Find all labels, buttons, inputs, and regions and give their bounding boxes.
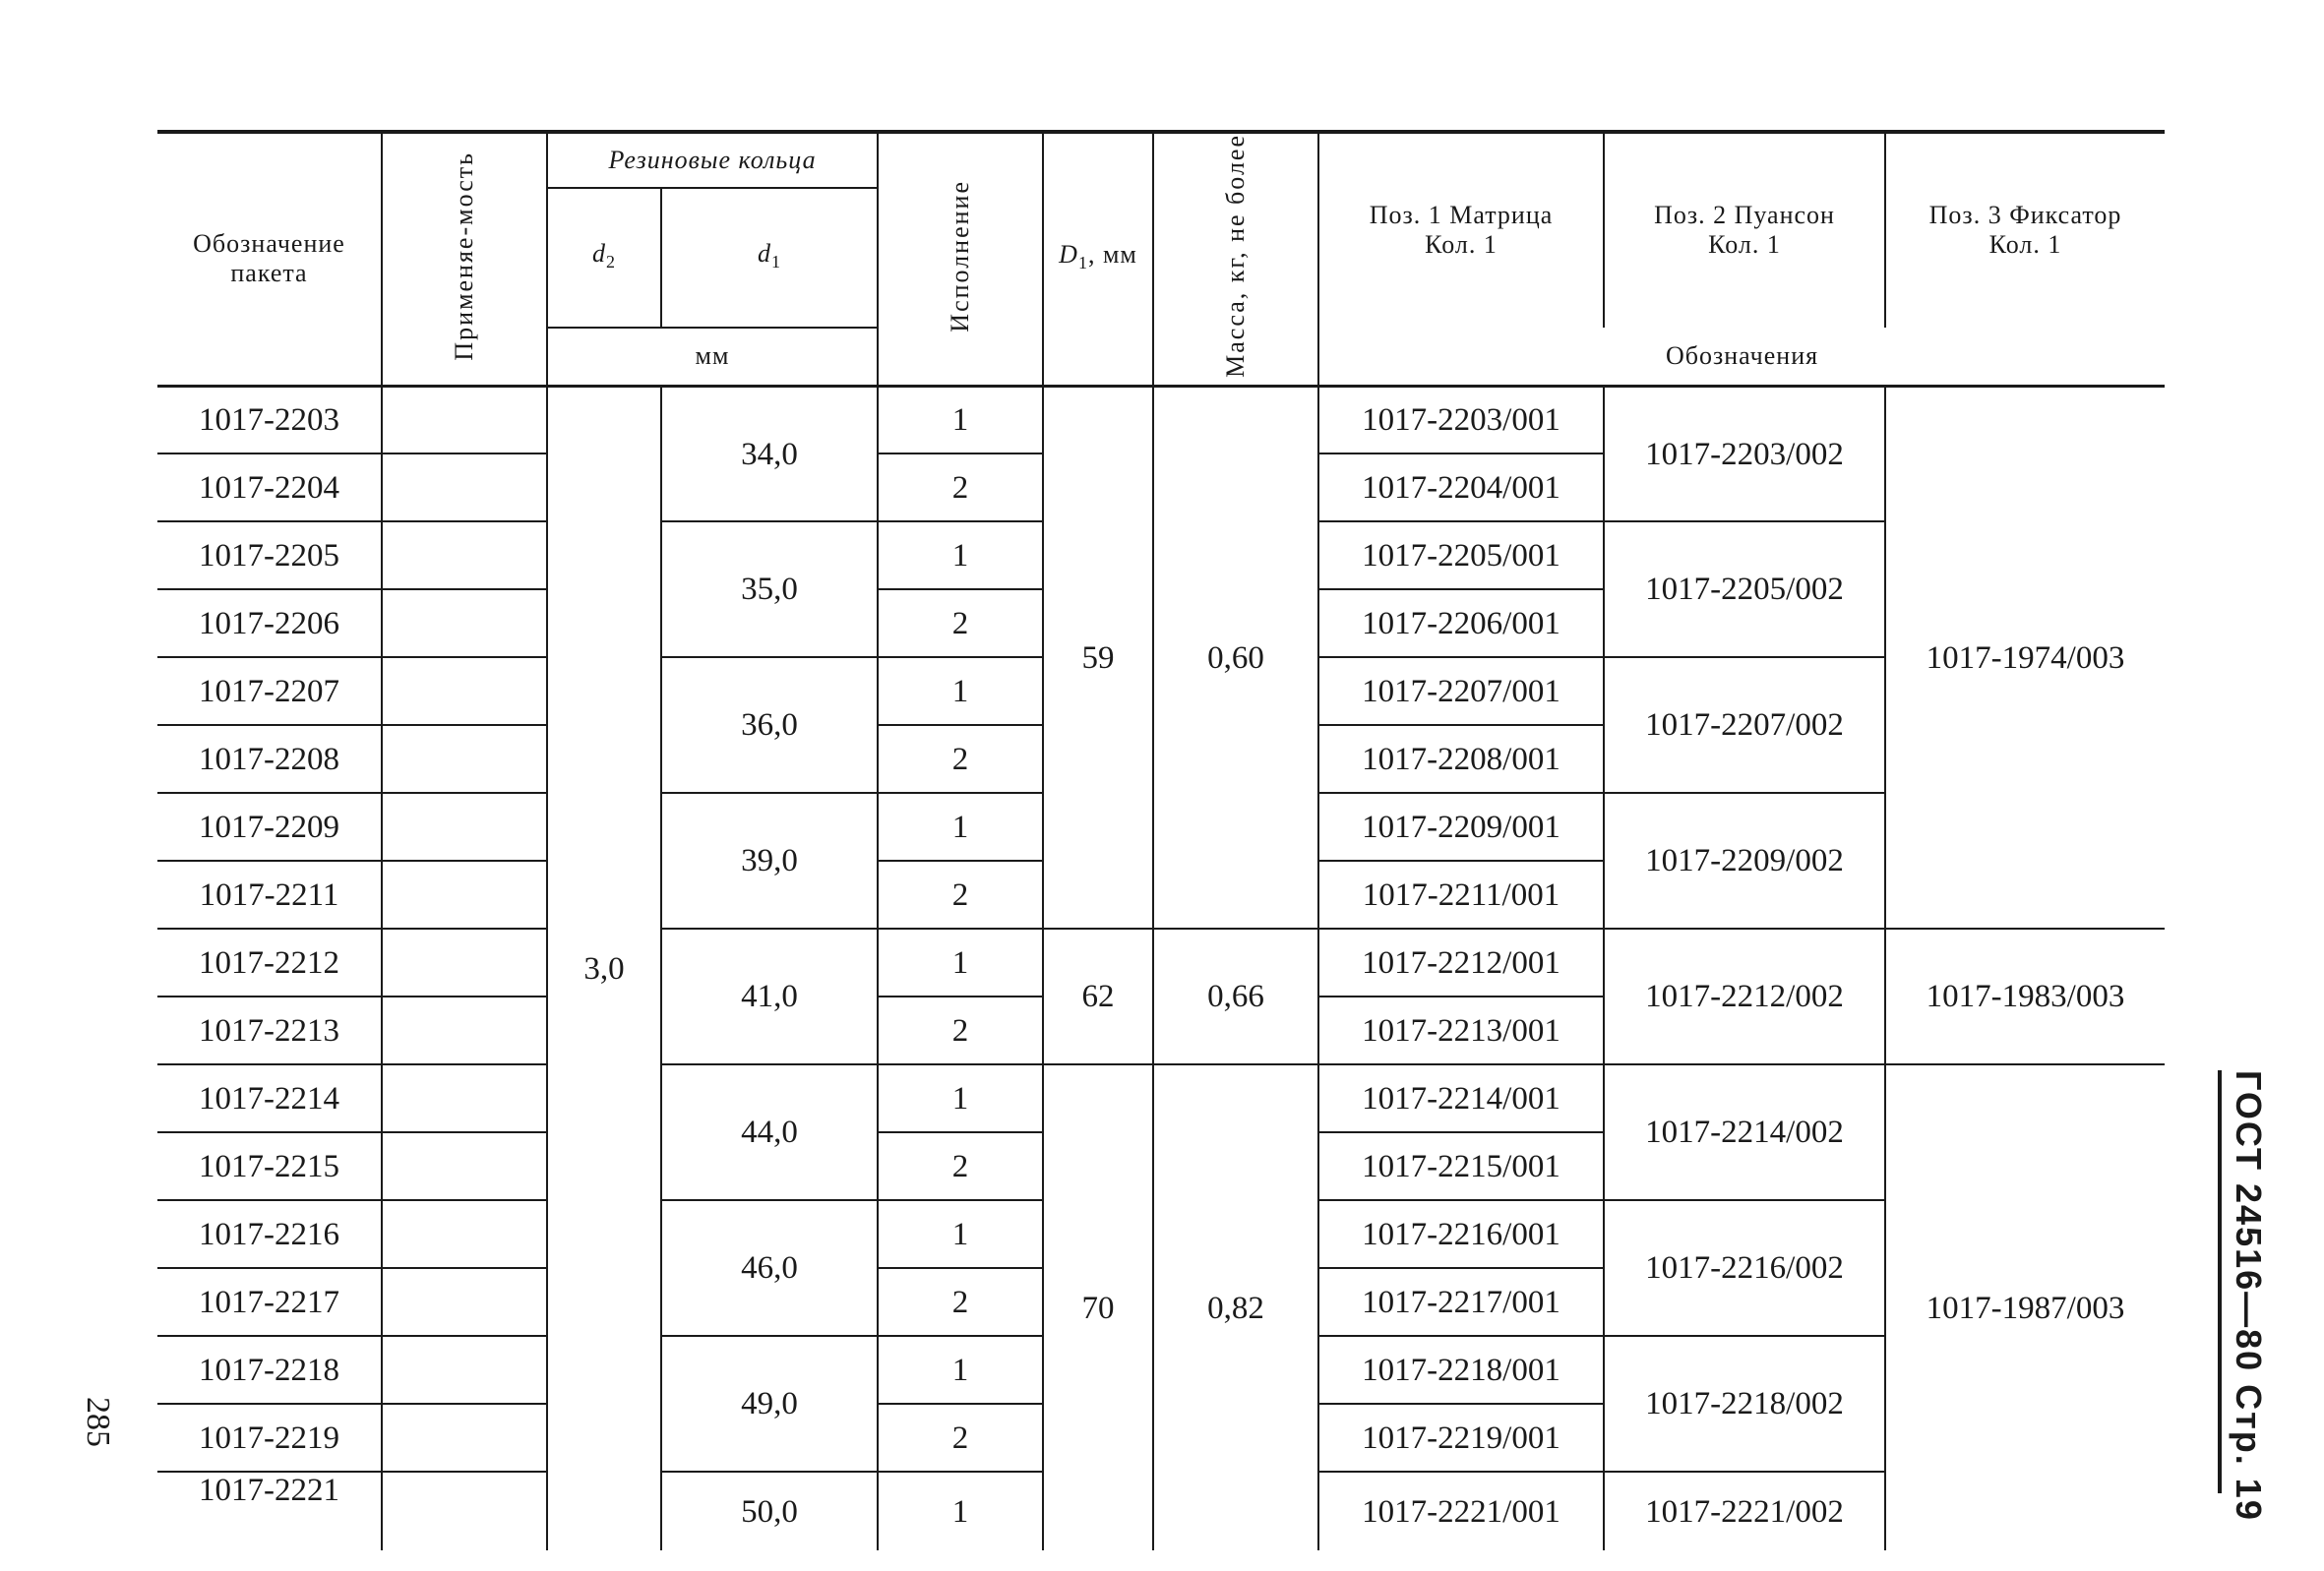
d1-value: 34,0 bbox=[661, 386, 878, 521]
row-code: 1017-2207 bbox=[157, 657, 382, 725]
row-applicability bbox=[382, 453, 547, 521]
row-execution: 1 bbox=[878, 929, 1043, 997]
row-execution: 1 bbox=[878, 793, 1043, 861]
row-execution: 1 bbox=[878, 657, 1043, 725]
row-applicability bbox=[382, 725, 547, 793]
row-matrix: 1017-2215/001 bbox=[1318, 1132, 1604, 1200]
spec-table bbox=[157, 130, 2165, 1550]
punch-value: 1017-2209/002 bbox=[1604, 793, 1885, 929]
row-applicability bbox=[382, 997, 547, 1064]
row-matrix: 1017-2214/001 bbox=[1318, 1064, 1604, 1132]
punch-value: 1017-2207/002 bbox=[1604, 657, 1885, 793]
row-execution: 2 bbox=[878, 861, 1043, 929]
punch-value: 1017-2221/002 bbox=[1604, 1472, 1885, 1550]
row-matrix: 1017-2218/001 bbox=[1318, 1336, 1604, 1404]
row-applicability bbox=[382, 1336, 547, 1404]
header-mm: мм bbox=[547, 328, 878, 386]
row-execution: 2 bbox=[878, 589, 1043, 657]
header-mass: Масса, кг, не более bbox=[1153, 132, 1318, 386]
row-applicability bbox=[382, 1472, 547, 1550]
row-execution: 2 bbox=[878, 1132, 1043, 1200]
row-execution: 1 bbox=[878, 1472, 1043, 1550]
d1-value: 41,0 bbox=[661, 929, 878, 1064]
row-applicability bbox=[382, 1404, 547, 1472]
row-execution: 1 bbox=[878, 1064, 1043, 1132]
row-execution: 2 bbox=[878, 453, 1043, 521]
row-execution: 2 bbox=[878, 725, 1043, 793]
d1-value: 50,0 bbox=[661, 1472, 878, 1550]
row-execution: 1 bbox=[878, 521, 1043, 589]
row-applicability bbox=[382, 1200, 547, 1268]
punch-value: 1017-2216/002 bbox=[1604, 1200, 1885, 1336]
row-matrix: 1017-2204/001 bbox=[1318, 453, 1604, 521]
row-code: 1017-2215 bbox=[157, 1132, 382, 1200]
row-applicability bbox=[382, 521, 547, 589]
header-pos3: Поз. 3 Фиксатор Кол. 1 bbox=[1885, 132, 2165, 328]
side-label-text: ГОСТ 24516—80 Стр. 19 bbox=[2218, 1070, 2269, 1493]
punch-value: 1017-2214/002 bbox=[1604, 1064, 1885, 1200]
header-rubber-rings: Резиновые кольца bbox=[547, 132, 878, 188]
row-matrix: 1017-2207/001 bbox=[1318, 657, 1604, 725]
D1-value: 59 bbox=[1043, 386, 1153, 929]
mass-value: 0,82 bbox=[1153, 1064, 1318, 1550]
header-applicability: Применяе-мость bbox=[382, 132, 547, 386]
row-execution: 2 bbox=[878, 1404, 1043, 1472]
fixer-value: 1017-1987/003 bbox=[1885, 1064, 2165, 1550]
D1-value: 70 bbox=[1043, 1064, 1153, 1550]
row-code: 1017-2216 bbox=[157, 1200, 382, 1268]
standard-side-label bbox=[2218, 1070, 2277, 1522]
row-code: 1017-2217 bbox=[157, 1268, 382, 1336]
row-code: 1017-2211 bbox=[157, 861, 382, 929]
punch-value: 1017-2203/002 bbox=[1604, 386, 1885, 521]
header-designations: Обозначения bbox=[1318, 328, 2165, 386]
row-code: 1017-2209 bbox=[157, 793, 382, 861]
row-matrix: 1017-2216/001 bbox=[1318, 1200, 1604, 1268]
d2-value: 3,0 bbox=[547, 386, 661, 1550]
punch-value: 1017-2205/002 bbox=[1604, 521, 1885, 657]
row-matrix: 1017-2213/001 bbox=[1318, 997, 1604, 1064]
row-code: 1017-2213 bbox=[157, 997, 382, 1064]
row-matrix: 1017-2206/001 bbox=[1318, 589, 1604, 657]
row-code: 1017-2206 bbox=[157, 589, 382, 657]
d1-value: 36,0 bbox=[661, 657, 878, 793]
punch-value: 1017-2218/002 bbox=[1604, 1336, 1885, 1472]
row-execution: 1 bbox=[878, 386, 1043, 453]
header-execution: Исполнение bbox=[878, 132, 1043, 386]
row-matrix: 1017-2209/001 bbox=[1318, 793, 1604, 861]
row-matrix: 1017-2208/001 bbox=[1318, 725, 1604, 793]
row-execution: 1 bbox=[878, 1336, 1043, 1404]
row-code: 1017-2214 bbox=[157, 1064, 382, 1132]
row-applicability bbox=[382, 1064, 547, 1132]
d1-value: 49,0 bbox=[661, 1336, 878, 1472]
row-applicability bbox=[382, 589, 547, 657]
row-code: 1017-2218 bbox=[157, 1336, 382, 1404]
header-d1: $d_1$ bbox=[661, 188, 878, 328]
row-matrix: 1017-2203/001 bbox=[1318, 386, 1604, 453]
page-number: 285 bbox=[80, 1397, 116, 1447]
row-execution: 1 bbox=[878, 1200, 1043, 1268]
d1-value: 39,0 bbox=[661, 793, 878, 929]
row-applicability bbox=[382, 1268, 547, 1336]
row-code: 1017-2205 bbox=[157, 521, 382, 589]
row-code: 1017-2219 bbox=[157, 1404, 382, 1472]
fixer-value: 1017-1974/003 bbox=[1885, 386, 2165, 929]
row-matrix: 1017-2205/001 bbox=[1318, 521, 1604, 589]
row-code: 1017-2208 bbox=[157, 725, 382, 793]
row-execution: 2 bbox=[878, 997, 1043, 1064]
row-code: 1017-2203 bbox=[157, 386, 382, 453]
row-code: 1017-2212 bbox=[157, 929, 382, 997]
row-matrix: 1017-2217/001 bbox=[1318, 1268, 1604, 1336]
row-matrix: 1017-2211/001 bbox=[1318, 861, 1604, 929]
header-D1: $D_1$, мм bbox=[1043, 132, 1153, 386]
row-matrix: 1017-2221/001 bbox=[1318, 1472, 1604, 1550]
row-applicability bbox=[382, 793, 547, 861]
punch-value: 1017-2212/002 bbox=[1604, 929, 1885, 1064]
D1-value: 62 bbox=[1043, 929, 1153, 1064]
row-applicability bbox=[382, 657, 547, 725]
row-applicability bbox=[382, 861, 547, 929]
mass-value: 0,60 bbox=[1153, 386, 1318, 929]
row-matrix: 1017-2212/001 bbox=[1318, 929, 1604, 997]
row-applicability bbox=[382, 386, 547, 453]
row-execution: 2 bbox=[878, 1268, 1043, 1336]
row-code: 1017-2204 bbox=[157, 453, 382, 521]
row-code: 1017-2221 bbox=[157, 1472, 382, 1550]
header-designation: Обозначение пакета bbox=[157, 132, 382, 386]
row-matrix: 1017-2219/001 bbox=[1318, 1404, 1604, 1472]
header-pos1: Поз. 1 Матрица Кол. 1 bbox=[1318, 132, 1604, 328]
row-applicability bbox=[382, 1132, 547, 1200]
d1-value: 44,0 bbox=[661, 1064, 878, 1200]
d1-value: 46,0 bbox=[661, 1200, 878, 1336]
mass-value: 0,66 bbox=[1153, 929, 1318, 1064]
fixer-value: 1017-1983/003 bbox=[1885, 929, 2165, 1064]
d1-value: 35,0 bbox=[661, 521, 878, 657]
row-applicability bbox=[382, 929, 547, 997]
header-d2: $d_2$ bbox=[547, 188, 661, 328]
header-pos2: Поз. 2 Пуансон Кол. 1 bbox=[1604, 132, 1885, 328]
